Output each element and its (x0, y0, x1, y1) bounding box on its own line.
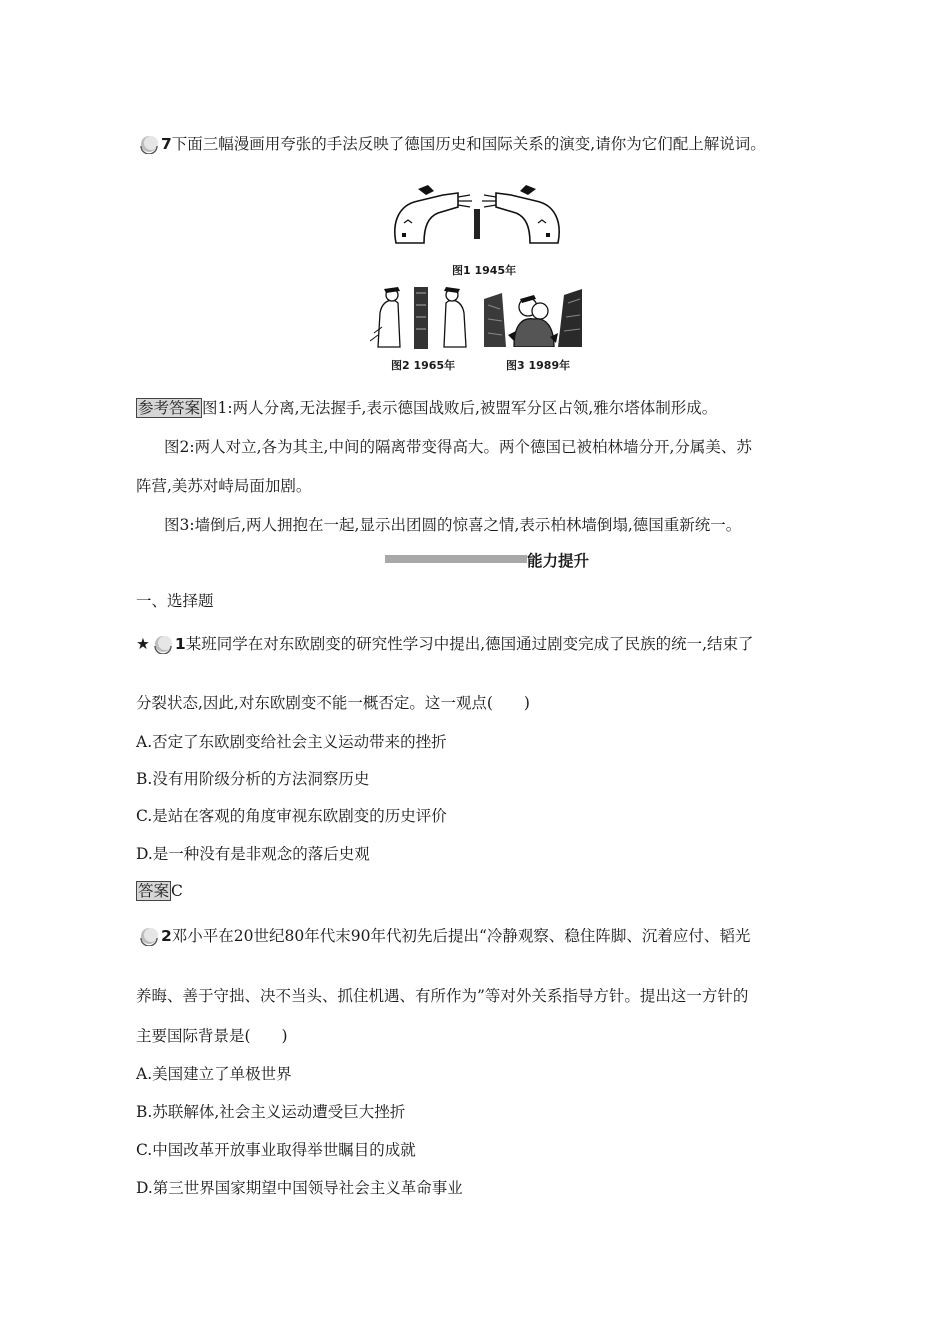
answer-value: C (171, 882, 183, 900)
disc-icon (136, 926, 160, 946)
question-2-stem (136, 926, 750, 946)
q2-option-d: D.第三世界国家期望中国领导社会主义革命事业 (136, 1179, 463, 1197)
cartoon-figure-1945 (388, 183, 566, 249)
q7-answer-line-3: 阵营,美苏对峙局面加剧。 (136, 477, 312, 495)
section-subtitle: 一、选择题 (136, 592, 214, 610)
question-1-stem (136, 634, 754, 654)
section-bar (385, 555, 527, 563)
question-7-stem (136, 134, 766, 154)
answer-text: 图1:两人分离,无法握手,表示德国战败后,被盟军分区占领,雅尔塔体制形成。 (202, 399, 718, 417)
question-2-stem-cont-2: 主要国际背景是( ) (136, 1027, 288, 1045)
figure-1-caption: 图1 1945年 (452, 264, 517, 277)
question-text: 某班同学在对东欧剧变的研究性学习中提出,德国通过剧变完成了民族的统一,结束了 (185, 635, 754, 653)
question-number: 2 (161, 927, 172, 945)
question-text: 邓小平在20世纪80年代末90年代初先后提出“冷静观察、稳住阵脚、沉着应付、韬光 (171, 927, 751, 945)
q1-option-a: A.否定了东欧剧变给社会主义运动带来的挫折 (136, 733, 447, 751)
reference-answer-tag: 参考答案 (138, 399, 201, 417)
question-number: 1 (174, 635, 186, 653)
q2-option-c: C.中国改革开放事业取得举世瞩目的成就 (136, 1141, 416, 1159)
q7-answer-line-2: 图2:两人对立,各为其主,中间的隔离带变得高大。两个德国已被柏林墙分开,分属美、苏 (164, 438, 752, 456)
disc-icon (136, 134, 160, 154)
q1-option-d: D.是一种没有是非观念的落后史观 (136, 845, 370, 863)
disc-icon (150, 634, 174, 654)
q1-option-c: C.是站在客观的角度审视东欧剧变的历史评价 (136, 807, 447, 825)
question-2-stem-cont-1: 养晦、善于守拙、决不当头、抓住机遇、有所作为”等对外关系指导方针。提出这一方针的 (136, 987, 749, 1005)
q1-answer (136, 881, 183, 901)
q2-option-a: A.美国建立了单极世界 (136, 1065, 292, 1083)
cartoon-figure-1965 (370, 283, 474, 349)
q7-answer-line-1 (136, 398, 717, 418)
q2-option-b: B.苏联解体,社会主义运动遭受巨大挫折 (136, 1103, 406, 1121)
question-1-stem-cont: 分裂状态,因此,对东欧剧变不能一概否定。这一观点( ) (136, 694, 530, 712)
star-icon: ★ (136, 635, 150, 653)
figure-3-caption: 图3 1989年 (506, 359, 571, 372)
section-title: 能力提升 (527, 552, 590, 570)
answer-tag: 答案 (138, 882, 170, 900)
cartoon-figure-1989 (484, 285, 582, 347)
question-number: 7 (161, 135, 172, 153)
question-text: 下面三幅漫画用夸张的手法反映了德国历史和国际关系的演变,请你为它们配上解说词。 (171, 135, 766, 153)
q7-answer-line-4: 图3:墙倒后,两人拥抱在一起,显示出团圆的惊喜之情,表示柏林墙倒塌,德国重新统一。 (164, 516, 742, 534)
figure-2-caption: 图2 1965年 (391, 359, 456, 372)
q1-option-b: B.没有用阶级分析的方法洞察历史 (136, 770, 370, 788)
